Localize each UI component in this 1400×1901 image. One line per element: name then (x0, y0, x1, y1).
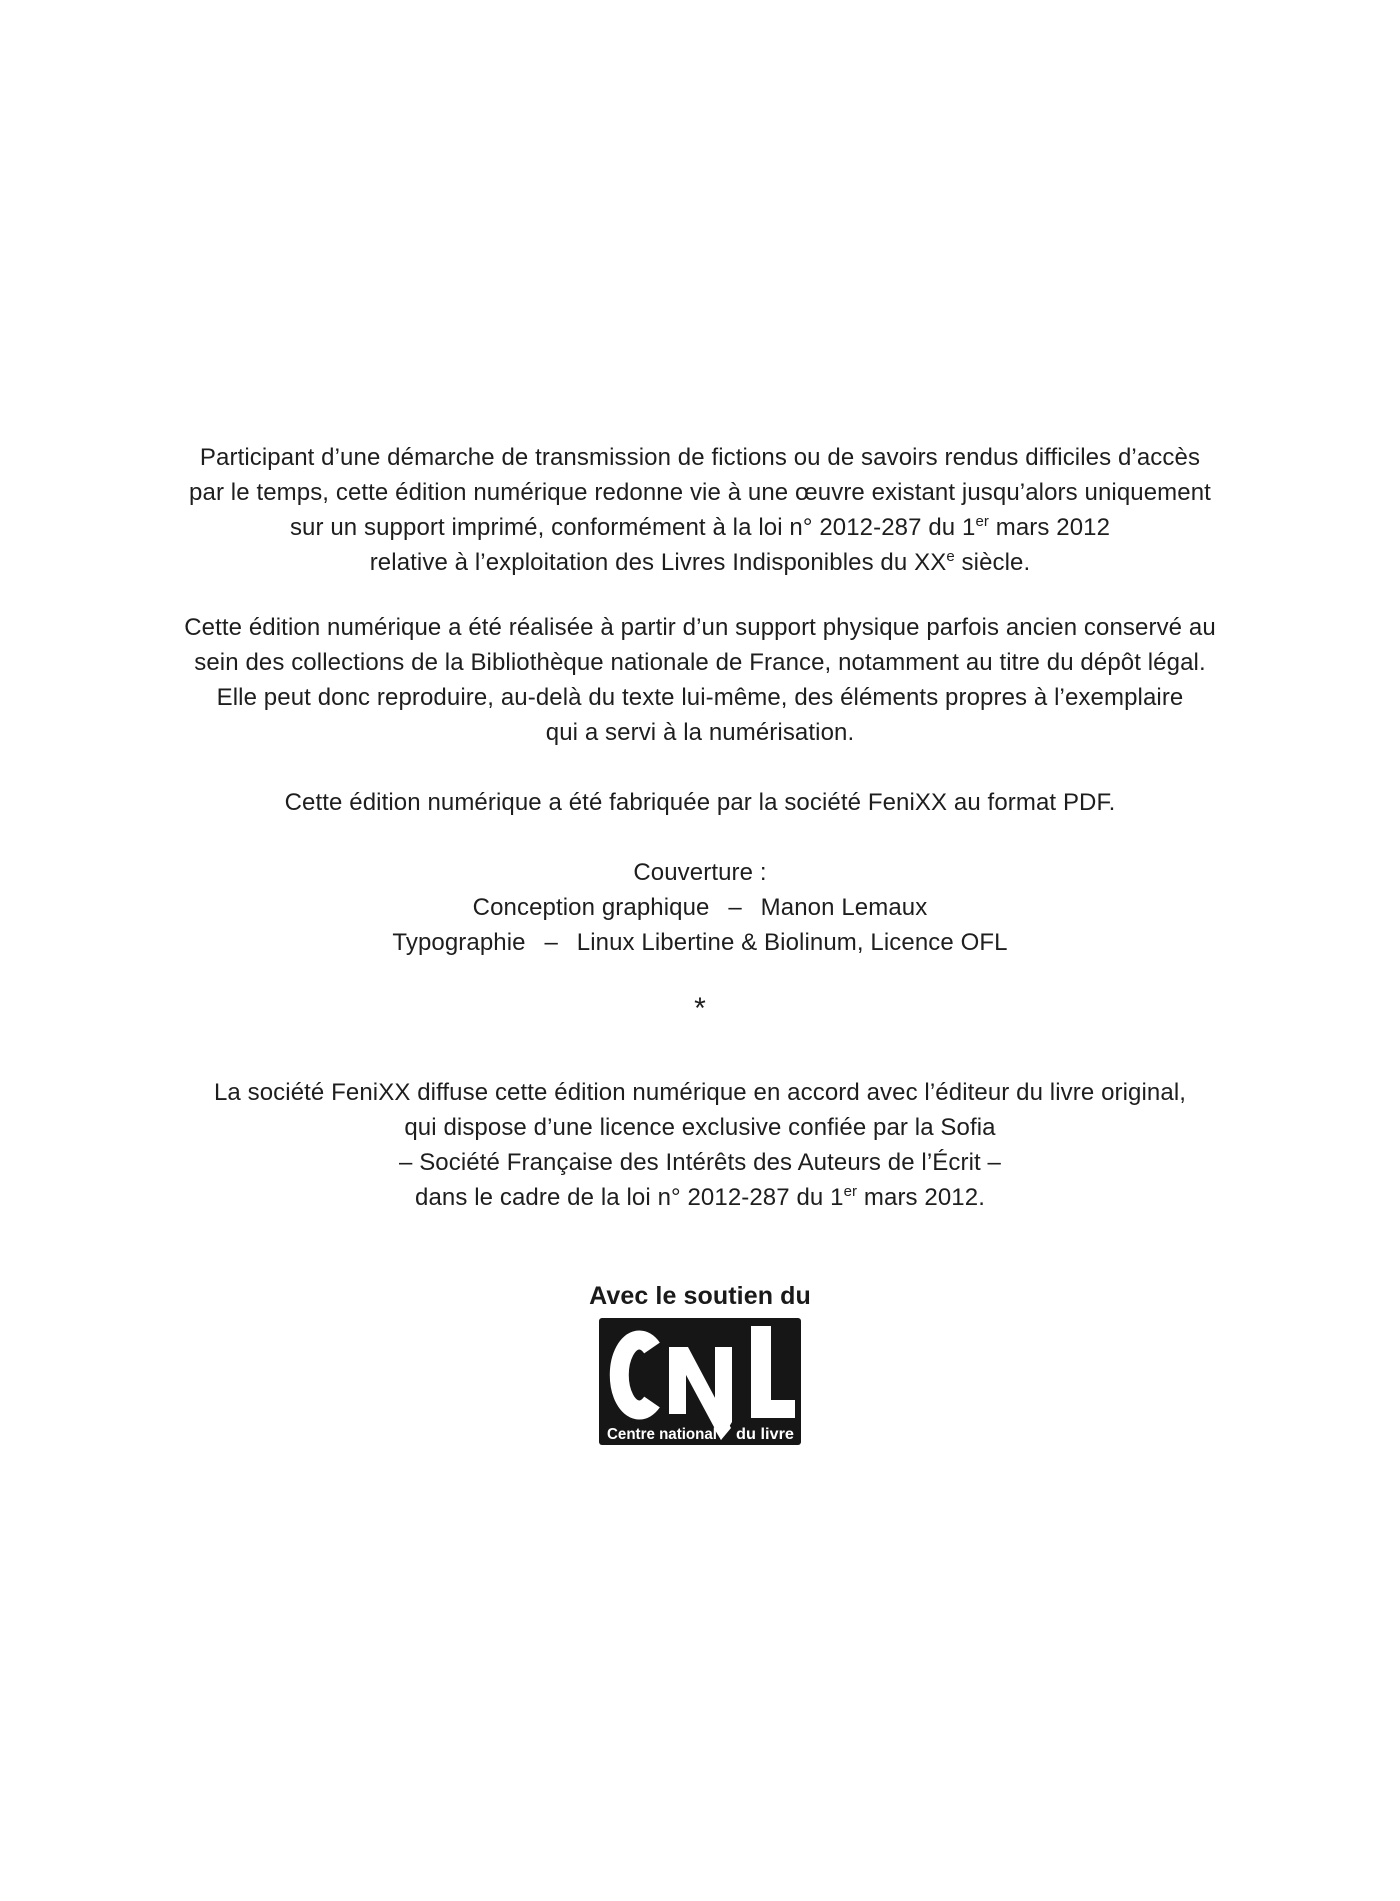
text-line: sein des collections de la Bibliothèque nationale de France, notamment au titre du dépôt légal. (194, 649, 1206, 676)
text-line: Participant d’une démarche de transmission de fictions ou de savoirs rendus difficiles d’accès (199, 444, 1201, 471)
superscript: er (843, 1183, 858, 1200)
text-part: mars 2012. (857, 1184, 985, 1211)
cnl-letter-n-right (715, 1347, 732, 1440)
superscript: er (975, 513, 989, 530)
asterisk-separator (0, 993, 1400, 1025)
cover-credits-title: Couverture : (633, 859, 767, 886)
cnl-subtitle-right: du livre (736, 1426, 795, 1443)
text-part: sur un support imprimé, conformément à la loi n° 2012-287 du 1 (289, 514, 976, 541)
text-line (0, 1180, 1400, 1215)
asterisk-glyph: * (694, 992, 706, 1025)
support-caption-text: Avec le soutien du (589, 1282, 811, 1310)
cnl-logo (599, 1318, 801, 1445)
bnf-paragraph (0, 610, 1400, 750)
text-line (0, 510, 1400, 545)
cover-credit-graphic: Conception graphique – Manon Lemaux (472, 894, 928, 921)
text-line (0, 545, 1400, 580)
text-part: mars 2012 (988, 514, 1111, 541)
text-line: – Société Française des Intérêts des Auteurs de l’Écrit – (398, 1149, 1001, 1176)
cnl-subtitle-left: Centre national (607, 1426, 717, 1443)
fenixx-pdf-line (0, 785, 1400, 820)
text-line: Elle peut donc reproduire, au-delà du texte lui-même, des éléments propres à l’exemplaire (216, 684, 1184, 711)
text-line: qui dispose d’une licence exclusive confiée par la Sofia (404, 1114, 996, 1141)
cover-credits (0, 855, 1400, 960)
text-part: dans le cadre de la loi n° 2012-287 du 1 (415, 1184, 844, 1211)
text-line: Cette édition numérique a été réalisée à partir d’un support physique parfois ancien conservé au (184, 614, 1216, 641)
text-line: La société FeniXX diffuse cette édition numérique en accord avec l’éditeur du livre original, (213, 1079, 1187, 1106)
text-line: par le temps, cette édition numérique redonne vie à une œuvre existant jusqu’alors uniquement (189, 479, 1211, 506)
support-caption (0, 1281, 1400, 1311)
cnl-subtitle (607, 1426, 794, 1443)
text-part: relative à l’exploitation des Livres Indisponibles du XX (369, 549, 947, 576)
license-paragraph (0, 1075, 1400, 1215)
text-part: siècle. (954, 549, 1031, 576)
intro-paragraph (0, 440, 1400, 580)
cover-credit-typography: Typographie – Linux Libertine & Biolinum, Licence OFL (392, 929, 1008, 956)
text-line: Cette édition numérique a été fabriquée par la société FeniXX au format PDF. (284, 789, 1116, 816)
superscript: e (946, 548, 955, 565)
text-line: qui a servi à la numérisation. (545, 719, 855, 746)
